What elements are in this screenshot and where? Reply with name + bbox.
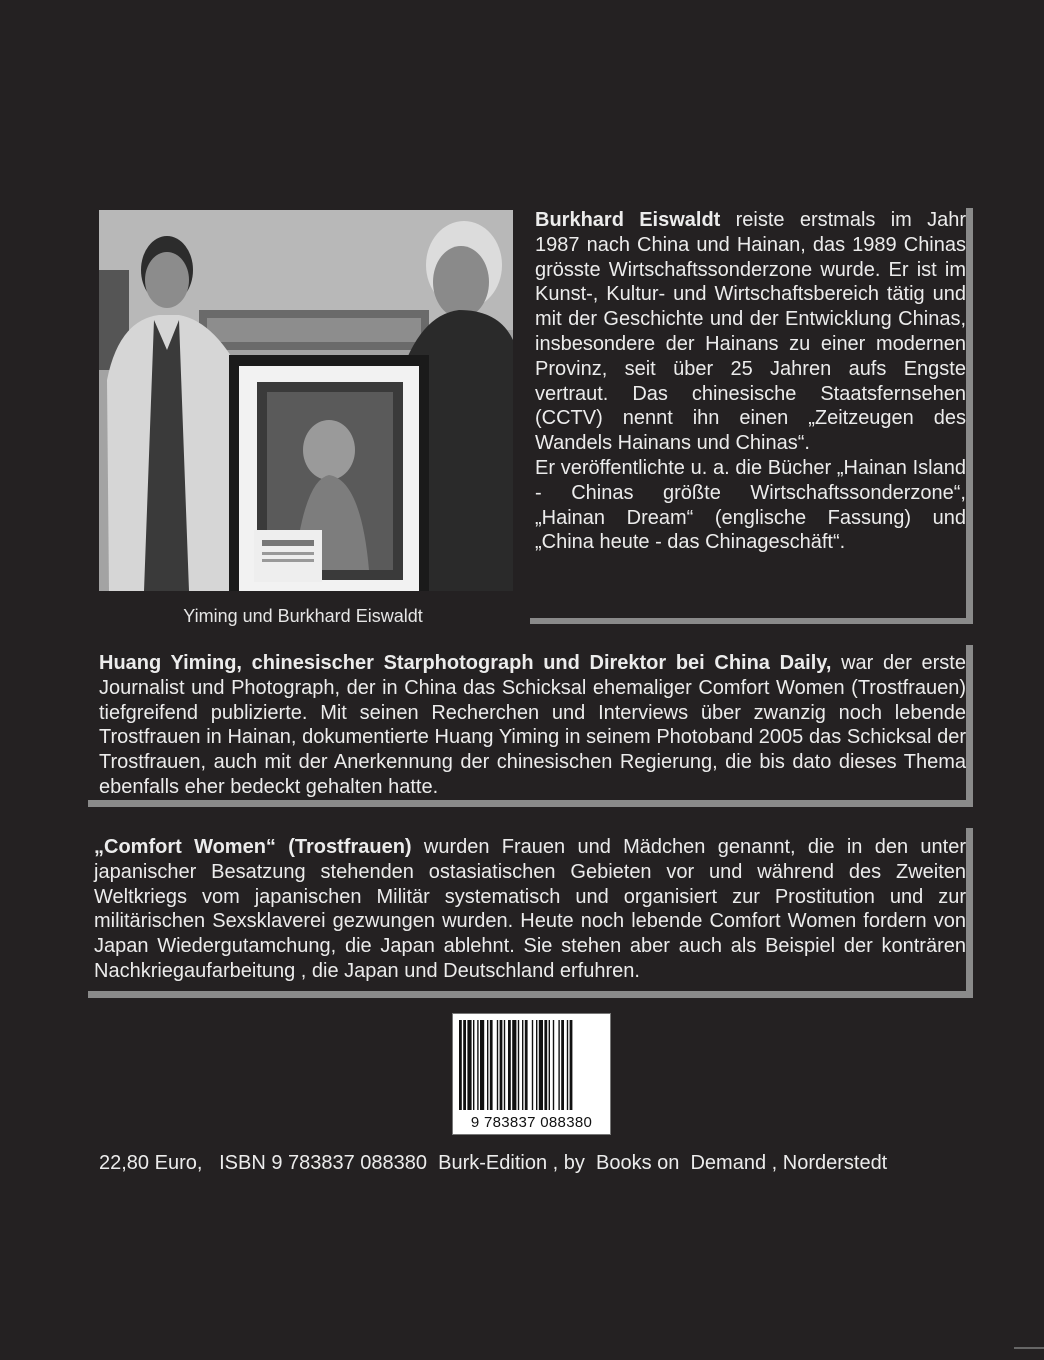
huang-yiming-section: [99, 651, 966, 797]
comfort-women-section: [94, 835, 966, 984]
bio-publications: Er veröffentlichte u. a. die Bücher „Hainan Island - Chinas größte Wirtschaftssonderzone“, „Hainan Dream“ (englische Fassung) und „China heute - das Chinageschäft“.: [535, 456, 966, 554]
comfort-text: wurden Frauen und Mädchen genannt, die in den unter japanischer Besatzung stehenden ostasiatischen Gebieten vor und während des Zweiten Weltkriegs vom japanischen Militär systematisch und organisiert zur Prostitution und zur militärischen Sexsklaverei gezwungen wurden. Heute noch lebende Comfort Women fordern von Japan Wiedergutamchung, die Japan ablehnt. Sie stehen aber auch als Beispiel der konträren Nachkriegaufarbeitung , die Japan und Deutschland erfuhren.: [94, 836, 966, 982]
corner-mark: [1014, 1347, 1044, 1349]
author-name: Burkhard Eiswaldt: [535, 209, 721, 231]
bio-box-shadow: [966, 208, 973, 624]
photo-caption: Yiming und Burkhard Eiswaldt: [183, 606, 423, 626]
author-bio: [535, 208, 966, 555]
huang-box-shadow: [966, 645, 973, 807]
comfort-box-shadow-bottom: [88, 991, 973, 998]
comfort-box-shadow: [966, 828, 973, 998]
barcode-bars: [453, 1014, 610, 1114]
photo-illustration: [99, 210, 513, 591]
huang-heading: Huang Yiming, chinesischer Starphotograph und Direktor bei China Daily,: [99, 652, 832, 674]
barcode-number: 9 783837 088380: [470, 1114, 593, 1131]
huang-text: war der erste Journalist und Photograph, der in China das Schicksal ehemaliger Comfort Women (Trostfrauen) tiefgreifend publizierte. Mit seinen Recherchen und Interviews über zwanzig noch lebende Trostfrauen in Hainan, dokumentierte Huang Yiming in seinem Photoband 2005 das Schicksal der Trostfrauen, auch mit der Anerkennung der chinesischen Regierung, die bis dato dieses Thema ebenfalls eher bedeckt gehalten hatte.: [99, 652, 966, 797]
author-photo: [99, 210, 513, 591]
comfort-heading: „Comfort Women“ (Trostfrauen): [94, 836, 412, 858]
bio-box-shadow-bottom: [530, 618, 973, 624]
huang-box-shadow-bottom: [88, 800, 973, 807]
isbn-barcode: [452, 1013, 611, 1135]
price-isbn-line: 22,80 Euro, ISBN 9 783837 088380 Burk-Edition , by Books on Demand , Norderstedt: [99, 1152, 888, 1174]
bio-text: reiste erstmals im Jahr 1987 nach China und Hainan, das 1989 Chinas grösste Wirtschaftssonderzone wurde. Er ist im Kunst-, Kultur- und Wirtschaftsbereich tätig und mit der Geschichte und der Entwicklung Chinas, insbesondere der Hainans zu einer modernen Provinz, seit über 25 Jahren aufs Engste vertraut. Das chinesische Staatsfernsehen (CCTV) nennt ihn einen „Zeitzeugen des Wandels Hainans und Chinas“.: [535, 209, 966, 455]
